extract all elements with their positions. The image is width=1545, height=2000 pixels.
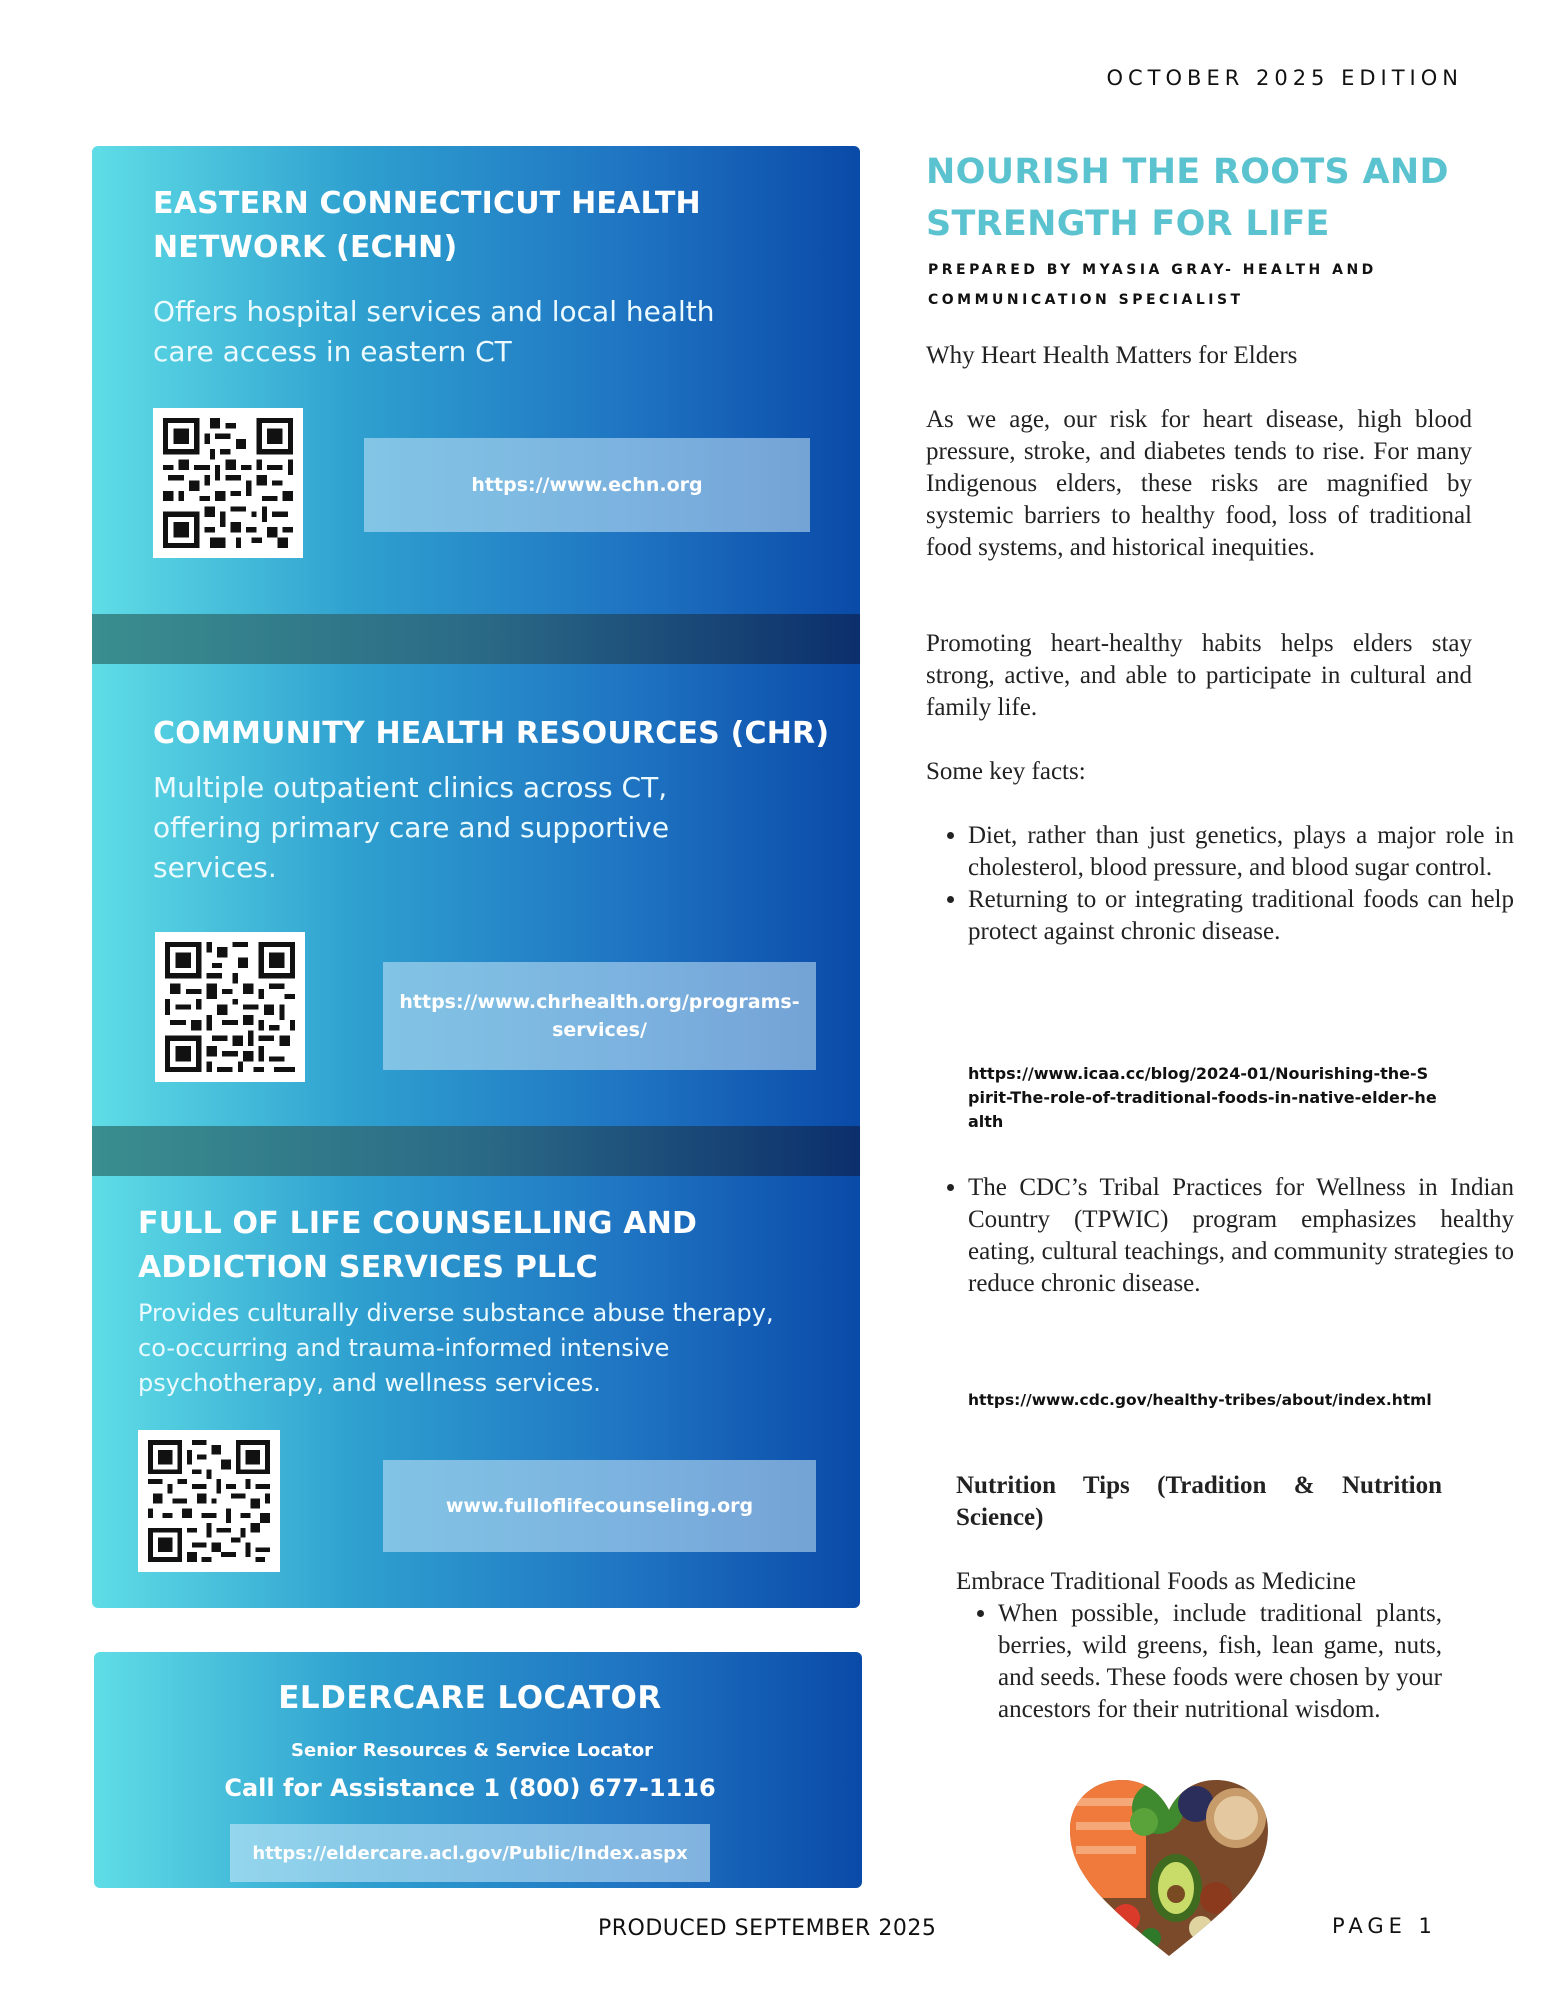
nutrition-tips-list [956,1598,1442,1726]
qr-code-icon [138,1430,280,1572]
article-paragraph: As we age, our risk for heart disease, high blood pressure, stroke, and diabetes tends to rise. For many Indigenous elders, these risks are magnified by systemic barriers to healthy food, loss of traditional food systems, and historical inequities. [926,406,1472,561]
facts-list [926,820,1514,948]
eldercare-locator-card [94,1652,862,1888]
list-item: • Diet, rather than just genetics, plays a major role in cholesterol, blood pressure, and blood sugar control. [968,820,1514,884]
qr-code-icon [155,932,305,1082]
list-item: • Returning to or integrating traditional foods can help protect against chronic disease. [968,884,1514,948]
resource-card-chr [92,664,860,1126]
eldercare-phone[interactable]: Call for Assistance 1 (800) 677-1116 [224,1774,716,1802]
resource-description: Multiple outpatient clinics across CT, offering primary care and supportive services. [153,771,670,884]
resource-title: COMMUNITY HEALTH RESOURCES (CHR) [153,716,830,751]
facts-intro: Some key facts: [926,758,1086,785]
list-item: • The CDC’s Tribal Practices for Wellness in Indian Country (TPWIC) program emphasizes healthy eating, cultural teachings, and community strategies to reduce chronic disease. [968,1172,1514,1300]
edition-label: OCTOBER 2025 EDITION [1106,66,1463,90]
produced-date: PRODUCED SEPTEMBER 2025 [598,1916,937,1941]
reference-link[interactable]: https://www.icaa.cc/blog/2024-01/Nourishing-the-Spirit-The-role-of-traditional-foods-in-native-elder-health [968,1064,1437,1131]
resource-title: EASTERN CONNECTICUT HEALTH NETWORK (ECHN) [153,186,701,265]
resource-link[interactable]: https://www.chrhealth.org/programs-services/ [383,962,816,1070]
section-divider [92,1126,860,1176]
eldercare-subtitle: Senior Resources & Service Locator [291,1740,653,1761]
qr-code-icon [153,408,303,558]
article-byline: PREPARED BY MYASIA GRAY- HEALTH AND COMMUNICATION SPECIALIST [928,262,1377,308]
resource-link[interactable]: https://www.echn.org [364,438,810,532]
nutrition-tips-subheading: Embrace Traditional Foods as Medicine [956,1568,1356,1595]
resource-card-full-of-life [92,1176,860,1608]
resource-description: Offers hospital services and local health care access in eastern CT [153,295,715,368]
article-subheading: Why Heart Health Matters for Elders [926,342,1298,369]
section-divider [92,614,860,664]
heart-food-illustration [1066,1778,1272,1958]
nutrition-tips-heading: Nutrition Tips (Tradition & Nutrition Science) [956,1472,1442,1531]
eldercare-link[interactable]: https://eldercare.acl.gov/Public/Index.aspx [230,1824,710,1882]
list-item: • When possible, include traditional plants, berries, wild greens, fish, lean game, nuts, and seeds. These foods were chosen by your ancestors for their nutritional wisdom. [998,1598,1442,1726]
resource-description: Provides culturally diverse substance abuse therapy, co-occurring and trauma-informed intensive psychotherapy, and wellness services. [138,1299,774,1397]
facts-list [926,1172,1514,1300]
page-number: PAGE 1 [1332,1914,1437,1938]
resource-card-echn [92,146,860,614]
article-title: NOURISH THE ROOTS AND STRENGTH FOR LIFE [926,152,1449,244]
eldercare-title: ELDERCARE LOCATOR [278,1680,662,1716]
resource-title: FULL OF LIFE COUNSELLING AND ADDICTION SERVICES PLLC [138,1206,698,1285]
reference-link[interactable]: https://www.cdc.gov/healthy-tribes/about/index.html [968,1391,1432,1409]
article-paragraph: Promoting heart-healthy habits helps elders stay strong, active, and able to participate in cultural and family life. [926,630,1472,721]
resource-link[interactable]: www.fulloflifecounseling.org [383,1460,816,1552]
